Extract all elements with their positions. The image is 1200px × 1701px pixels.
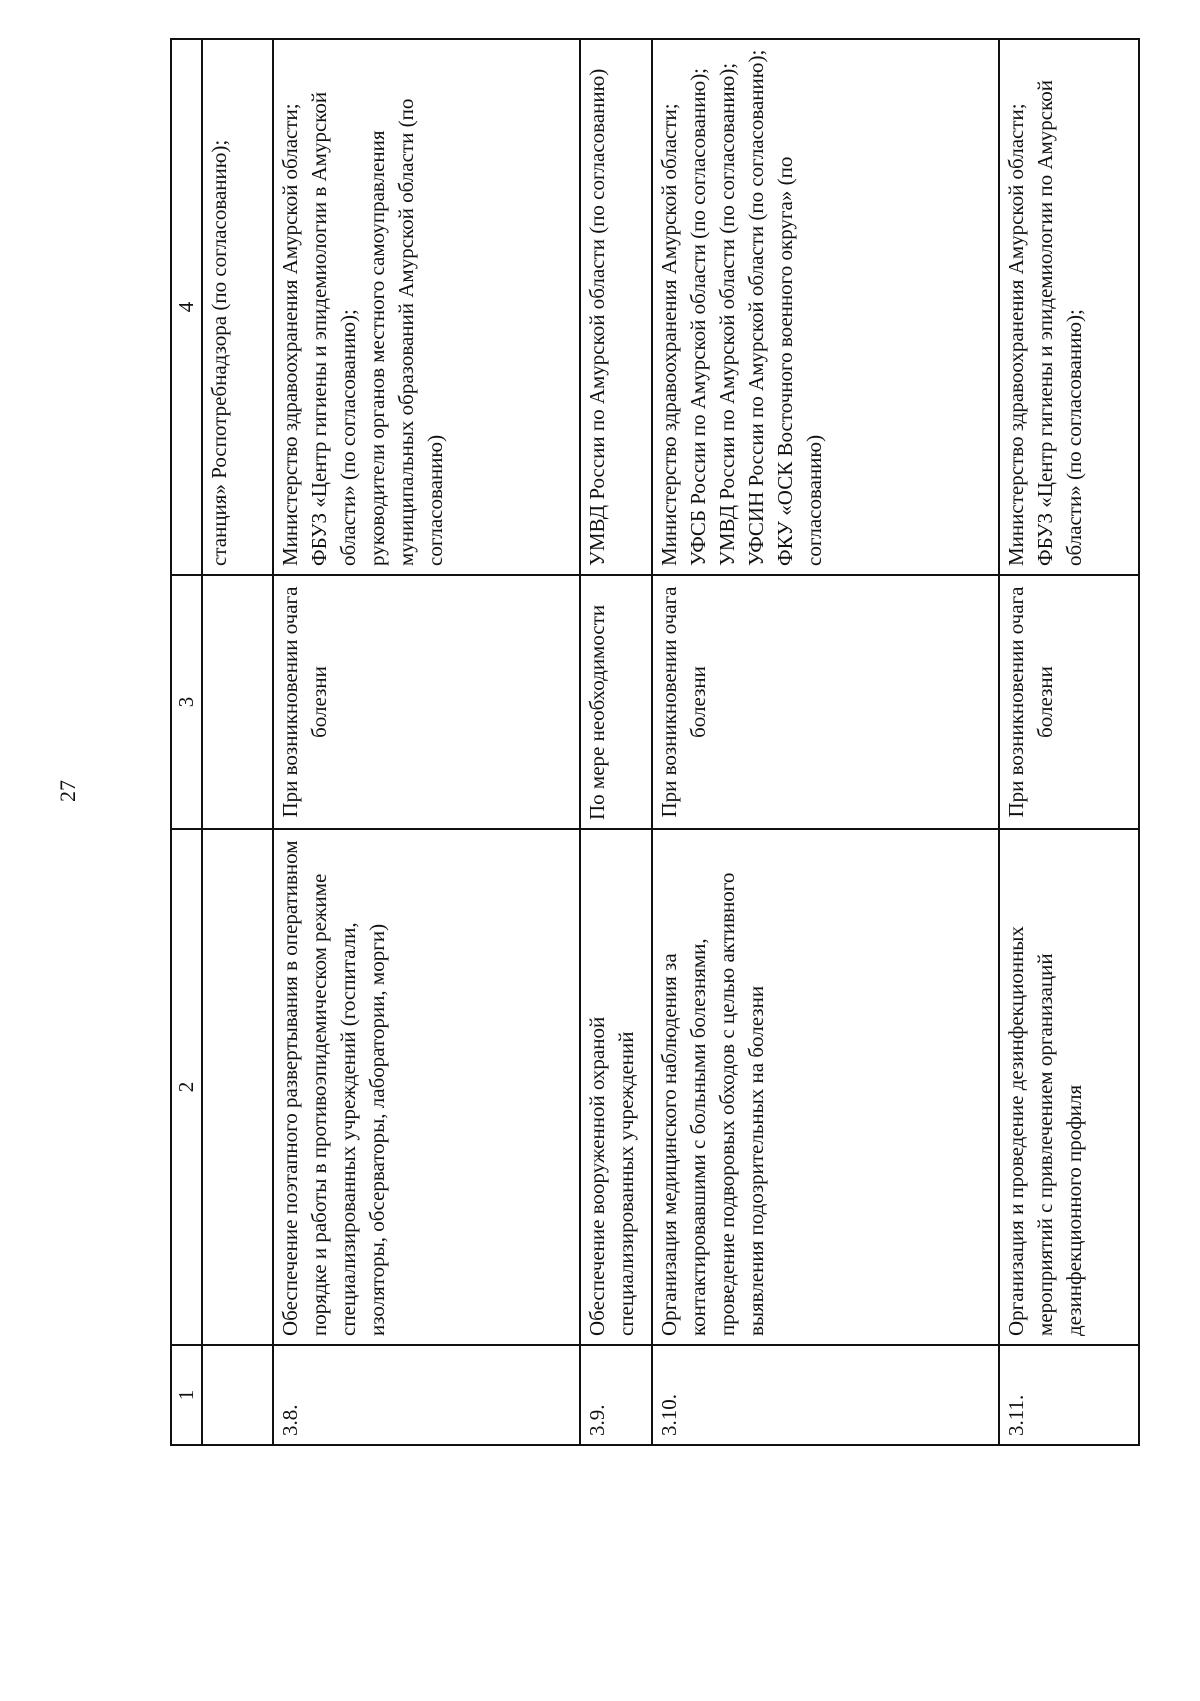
responsible-line: Министерство здравоохранения Амурской области;	[656, 103, 681, 566]
column-header-4: 4	[171, 39, 202, 575]
row-term: При возникновении очага болезни	[999, 575, 1139, 829]
column-header-1: 1	[171, 1345, 202, 1445]
responsible-line: ФБУЗ «Центр гигиены и эпидемиологии по Амурской области» (по согласованию);	[1032, 80, 1086, 566]
responsible-line: УФСИН России по Амурской области (по согласованию);	[743, 49, 768, 566]
row-responsible	[999, 39, 1139, 575]
responsible-line: станция» Роспотребнадзора (по согласованию);	[207, 139, 231, 566]
row-responsible	[580, 39, 651, 575]
responsible-line: УМВД России по Амурской области (по согласованию);	[714, 62, 739, 566]
table-row	[273, 39, 580, 1445]
row-number	[202, 1345, 273, 1445]
row-number: 3.10.	[652, 1345, 999, 1445]
row-term: При возникновении очага болезни	[652, 575, 999, 829]
responsible-line: Министерство здравоохранения Амурской области;	[1003, 103, 1028, 566]
row-number: 3.9.	[580, 1345, 651, 1445]
row-event	[202, 829, 273, 1345]
responsible-line: Министерство здравоохранения Амурской области;	[278, 103, 303, 566]
row-number: 3.8.	[273, 1345, 580, 1445]
responsible-line: руководители органов местного самоуправления муниципальных образований Амурской области (по согласованию)	[365, 98, 448, 566]
table-row	[580, 39, 651, 1445]
row-event: Обеспечение вооруженной охраной специализированных учреждений	[580, 829, 651, 1345]
row-term	[202, 575, 273, 829]
table-row	[652, 39, 999, 1445]
row-event: Организация медицинского наблюдения за контактировавшими с больными болезнями, проведение подворовых обходов с целью активного выявления подозрительных на болезни	[652, 829, 999, 1345]
row-term: По мере необходимости	[580, 575, 651, 829]
page-number: 27	[55, 780, 80, 802]
row-responsible	[652, 39, 999, 575]
row-number: 3.11.	[999, 1345, 1139, 1445]
row-event: Обеспечение поэтапного развертывания в оперативном порядке и работы в противоэпидемическом режиме специализированных учреждений (госпитали, изоляторы, обсерваторы, лаборатории, морги)	[273, 829, 580, 1345]
responsible-line: УФСБ России по Амурской области (по согласованию);	[685, 67, 710, 566]
column-header-3: 3	[171, 575, 202, 829]
row-term: При возникновении очага болезни	[273, 575, 580, 829]
table-header-row	[171, 39, 202, 1445]
responsible-line: УМВД России по Амурской области (по согласованию)	[585, 68, 610, 566]
table-row	[202, 39, 273, 1445]
row-responsible	[273, 39, 580, 575]
row-responsible	[202, 39, 273, 575]
plan-table	[170, 38, 1140, 1446]
responsible-line: ФБУЗ «Центр гигиены и эпидемиологии в Амурской области» (по согласованию);	[307, 91, 361, 566]
responsible-line: ФКУ «ОСК Восточного военного округа» (по согласованию)	[772, 156, 826, 566]
document-table-rotated	[170, 40, 1140, 1446]
row-event: Организация и проведение дезинфекционных мероприятий с привлечением организаций дезинфекционного профиля	[999, 829, 1139, 1345]
table-row	[999, 39, 1139, 1445]
column-header-2: 2	[171, 829, 202, 1345]
